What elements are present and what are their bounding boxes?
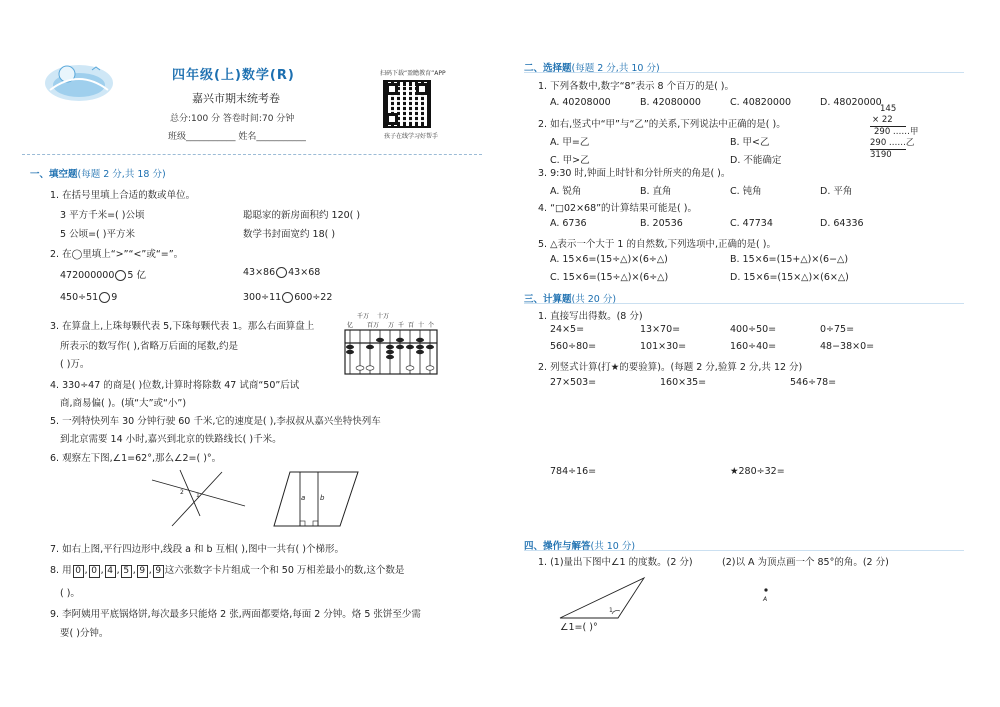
- mental-calc-item[interactable]: 101×30=: [640, 341, 687, 352]
- abacus-label: 百: [408, 322, 415, 329]
- calc-line: 290 ……乙: [870, 138, 915, 148]
- q3-line-2: 所表示的数写作( ),省略万后面的尾数,约是: [60, 341, 238, 352]
- abacus-label: 十: [418, 322, 425, 329]
- section-points: (共 10 分): [590, 541, 636, 552]
- qr-caption-top: 扫码下载“盈瞻教育”APP: [380, 70, 446, 77]
- q5-line-2: 到北京需要 14 小时,嘉兴到北京的铁路线长( )千米。: [60, 434, 282, 445]
- publisher-logo: [40, 60, 118, 106]
- digit-card: 5: [121, 565, 132, 578]
- qr-caption-bottom: 孩子在线学习好帮手: [384, 133, 439, 140]
- question-1-text: 1. 在括号里填上合适的数或单位。: [50, 190, 196, 201]
- exam-meta: 总分:100 分 答卷时间:70 分钟: [170, 114, 295, 124]
- section-underline: [524, 72, 964, 73]
- abacus-label: 十万: [377, 313, 390, 320]
- segment-label: b: [320, 494, 325, 502]
- c5-opt-c[interactable]: C. 15×6=(15÷△)×(6÷△): [550, 272, 669, 283]
- c3-opt-d[interactable]: D. 平角: [820, 186, 853, 197]
- abacus-label: 千万: [357, 313, 370, 320]
- qr-code[interactable]: [383, 80, 431, 128]
- abacus-label: 万: [388, 322, 395, 329]
- vertical-calc: [870, 104, 918, 161]
- q4-line-1: 4. 330÷47 的商是( )位数,计算时将除数 47 试商“50”后试: [50, 380, 300, 391]
- q6-text: 6. 观察左下图,∠1=62°,那么∠2=( )°。: [50, 453, 222, 464]
- q7-text: 7. 如右上图,平行四边形中,线段 a 和 b 互相( ),图中一共有( )个梯形。: [50, 544, 344, 555]
- abacus-label: 亿: [347, 322, 354, 329]
- q1-item-c: 5 公顷=( )平方米: [60, 229, 135, 240]
- k2-text: 2. 列竖式计算(打★的要验算)。(每题 2 分,验算 2 分,共 12 分): [538, 362, 803, 373]
- mental-calc-item[interactable]: 560÷80=: [550, 341, 597, 352]
- q3-line-3: ( )万。: [60, 359, 90, 370]
- q9-line-1: 9. 李阿姨用平底锅烙饼,每次最多只能烙 2 张,两面都要烙,每面 2 分钟。烙 5 张饼至少需: [50, 609, 421, 620]
- c4-opt-c[interactable]: C. 47734: [730, 218, 773, 229]
- c3-opt-b[interactable]: B. 直角: [640, 186, 672, 197]
- c2-opt-c[interactable]: C. 甲>乙: [550, 155, 590, 166]
- calc-line: 290 ……甲: [874, 127, 919, 137]
- q8-line-2: ( )。: [60, 588, 80, 599]
- compare-circle[interactable]: [99, 292, 110, 303]
- c2-text: 2. 如右,竖式中“甲”与“乙”的关系,下列说法中正确的是( )。: [538, 119, 786, 130]
- mental-calc-item[interactable]: 0÷75=: [820, 324, 855, 335]
- section-fill-in: [30, 166, 166, 180]
- section-title: 二、选择题: [524, 63, 572, 74]
- c5-opt-a[interactable]: A. 15×6=(15÷△)×(6÷△): [550, 254, 668, 265]
- column-calc-item[interactable]: 784÷16=: [550, 466, 597, 477]
- digit-card: 0: [89, 565, 100, 578]
- digit-card: 9: [137, 565, 148, 578]
- c4-opt-b[interactable]: B. 20536: [640, 218, 683, 229]
- o1-text: 1. (1)量出下图中∠1 的度数。(2 分): [538, 557, 693, 568]
- angle-label: 2: [180, 489, 184, 496]
- abacus-label: 个: [428, 322, 435, 329]
- header-divider: [22, 154, 482, 155]
- k1-text: 1. 直接写出得数。(8 分): [538, 311, 643, 322]
- mental-calc-item[interactable]: 48−38×0=: [820, 341, 875, 352]
- angle-label: 1: [609, 607, 613, 614]
- calc-line: × 22: [870, 115, 906, 127]
- c2-opt-d[interactable]: D. 不能确定: [730, 155, 782, 166]
- o1-text-2: (2)以 A 为顶点画一个 85°的角。(2 分): [722, 557, 889, 568]
- abacus-labels: [347, 312, 434, 329]
- q2-item-a: 472000000 5 亿: [60, 270, 146, 281]
- page-title: 四年级(上)数学(R): [172, 68, 295, 83]
- column-calc-item[interactable]: ★280÷32=: [730, 466, 785, 477]
- mental-calc-item[interactable]: 400÷50=: [730, 324, 777, 335]
- mental-calc-item[interactable]: 160÷40=: [730, 341, 777, 352]
- angle-figure: [150, 466, 250, 532]
- question-2-text: 2. 在◯里填上“>”“<”或“=”。: [50, 249, 184, 260]
- c4-text: 4. “□02×68”的计算结果可能是( )。: [538, 203, 697, 214]
- section-points: (每题 2 分,共 18 分): [77, 169, 166, 180]
- right-page: [500, 0, 1000, 707]
- q9-line-2: 要( )分钟。: [60, 628, 109, 639]
- c1-opt-c[interactable]: C. 40820000: [730, 97, 792, 108]
- c4-opt-d[interactable]: D. 64336: [820, 218, 864, 229]
- section-title: 三、计算题: [524, 294, 572, 305]
- abacus-figure: [344, 310, 444, 376]
- compare-circle[interactable]: [282, 292, 293, 303]
- angle-label: 1: [196, 492, 200, 499]
- point-label: A: [763, 596, 768, 603]
- section-title: 一、填空题: [30, 169, 78, 180]
- o1-answer: ∠1=( )°: [560, 622, 598, 633]
- q8-line-1: 8. 用 0 , 0 , 4 , 5 , 9 , 9 这六张数字卡片组成一个和 50 万相差最小的数,这个数是: [50, 565, 405, 576]
- c3-opt-c[interactable]: C. 钝角: [730, 186, 762, 197]
- abacus-label: 百万: [367, 322, 380, 329]
- section-underline: [524, 303, 964, 304]
- digit-card: 4: [105, 565, 116, 578]
- q4-line-2: 商,商易偏( )。(填“大”或“小”): [60, 398, 187, 409]
- mental-calc-item[interactable]: 13×70=: [640, 324, 681, 335]
- column-calc-item[interactable]: 546÷78=: [790, 377, 837, 388]
- c1-opt-b[interactable]: B. 42080000: [640, 97, 701, 108]
- c2-opt-b[interactable]: B. 甲<乙: [730, 137, 770, 148]
- compare-circle[interactable]: [115, 270, 126, 281]
- column-calc-item[interactable]: 160×35=: [660, 377, 707, 388]
- segment-label: a: [301, 494, 306, 502]
- q2-item-b: 43×86 43×68: [243, 267, 321, 278]
- q1-item-a: 3 平方千米=( )公顷: [60, 210, 145, 221]
- digit-card: 9: [153, 565, 164, 578]
- abacus-label: 千: [398, 322, 405, 329]
- calc-line: 145: [880, 104, 897, 114]
- section-title: 四、操作与解答: [524, 541, 591, 552]
- c5-opt-b[interactable]: B. 15×6=(15+△)×(6−△): [730, 254, 849, 265]
- triangle-figure: [558, 574, 648, 624]
- calc-line: 3190: [870, 150, 892, 160]
- c5-text: 5. △表示一个大于 1 的自然数,下列选项中,正确的是( )。: [538, 239, 776, 250]
- digit-card: 0: [73, 565, 84, 578]
- q5-line-1: 5. 一列特快列车 30 分钟行驶 60 千米,它的速度是( ),李叔叔从嘉兴坐特快列车: [50, 416, 381, 427]
- c3-text: 3. 9:30 时,钟面上时针和分针所夹的角是( )。: [538, 168, 731, 179]
- q2-item-d: 300÷11 600÷22: [243, 292, 333, 303]
- q1-item-d: 数学书封面宽约 18( ): [243, 229, 336, 240]
- column-calc-item[interactable]: 27×503=: [550, 377, 597, 388]
- section-points: (共 20 分): [571, 294, 617, 305]
- section-underline: [524, 550, 964, 551]
- exam-subtitle: 嘉兴市期末统考卷: [192, 92, 280, 105]
- q1-item-b: 聪聪家的新房面积约 120( ): [243, 210, 361, 221]
- q3-line-1: 3. 在算盘上,上珠每颗代表 5,下珠每颗代表 1。那么右面算盘上: [50, 321, 315, 332]
- c1-opt-a[interactable]: A. 40208000: [550, 97, 611, 108]
- name-class-fields: 班级___________ 姓名___________: [168, 132, 306, 142]
- c5-opt-d[interactable]: D. 15×6=(15×△)×(6×△): [730, 272, 849, 283]
- c4-opt-a[interactable]: A. 6736: [550, 218, 587, 229]
- parallelogram-figure: [272, 470, 362, 530]
- section-points: (每题 2 分,共 10 分): [571, 63, 660, 74]
- point-a[interactable]: [762, 586, 774, 606]
- mental-calc-item[interactable]: 24×5=: [550, 324, 585, 335]
- c2-opt-a[interactable]: A. 甲=乙: [550, 137, 590, 148]
- c1-opt-d[interactable]: D. 48020000: [820, 97, 882, 108]
- c3-opt-a[interactable]: A. 锐角: [550, 186, 582, 197]
- c1-text: 1. 下列各数中,数字“8”表示 8 个百万的是( )。: [538, 81, 735, 92]
- q2-item-c: 450÷51 9: [60, 292, 118, 303]
- compare-circle[interactable]: [276, 267, 287, 278]
